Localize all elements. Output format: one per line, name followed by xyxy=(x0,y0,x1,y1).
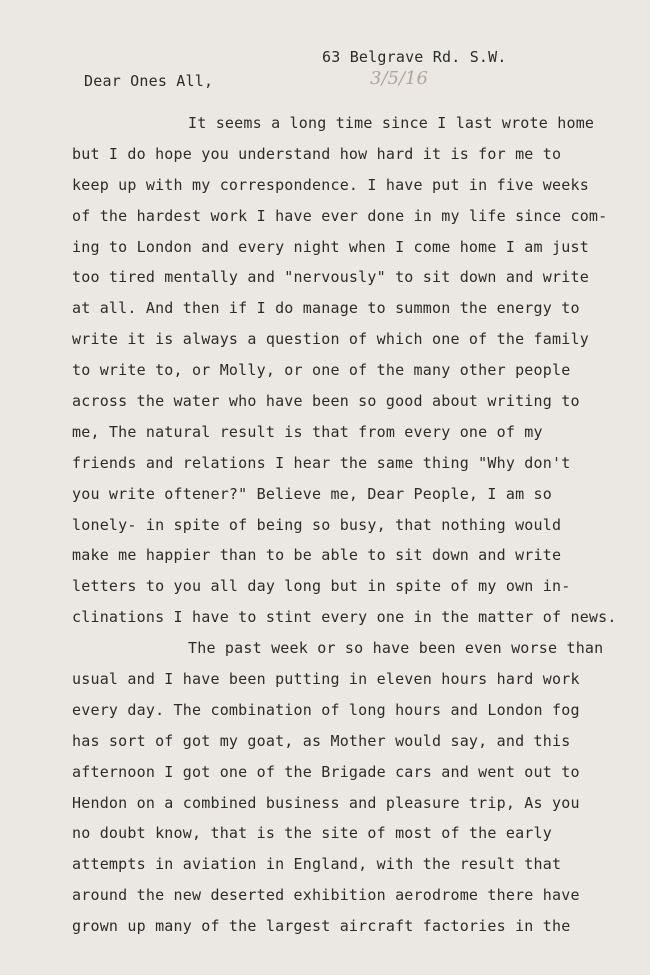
body-line: The past week or so have been even worse than xyxy=(188,639,604,658)
body-line: afternoon I got one of the Brigade cars and went out to xyxy=(72,762,580,781)
body-line: letters to you all day long but in spite of my own in- xyxy=(72,577,571,596)
body-line: attempts in aviation in England, with the result that xyxy=(72,855,562,874)
body-line: grown up many of the largest aircraft factories in the xyxy=(72,917,571,936)
body-line: usual and I have been putting in eleven hours hard work xyxy=(72,670,580,689)
body-line: every day. The combination of long hours and London fog xyxy=(72,700,580,719)
body-line: to write to, or Molly, or one of the many other people xyxy=(72,361,571,380)
body-line: but I do hope you understand how hard it is for me to xyxy=(72,144,562,163)
body-line: friends and relations I hear the same thing "Why don't xyxy=(72,453,571,472)
handwritten-date: 3/5/16 xyxy=(370,68,428,89)
body-line: has sort of got my goat, as Mother would say, and this xyxy=(72,731,571,750)
body-line: keep up with my correspondence. I have put in five weeks xyxy=(72,175,589,194)
body-line: Hendon on a combined business and pleasure trip, As you xyxy=(72,793,580,812)
body-line: make me happier than to be able to sit down and write xyxy=(72,546,562,565)
body-line: clinations I have to stint every one in the matter of news. xyxy=(72,608,617,627)
body-line: ing to London and every night when I come home I am just xyxy=(72,237,589,256)
body-line: me, The natural result is that from every one of my xyxy=(72,422,543,441)
body-line: too tired mentally and "nervously" to sit down and write xyxy=(72,268,589,287)
body-line: across the water who have been so good about writing to xyxy=(72,392,580,411)
salutation: Dear Ones All, xyxy=(84,72,214,90)
body-line: you write oftener?" Believe me, Dear People, I am so xyxy=(72,484,552,503)
body-line: at all. And then if I do manage to summon the energy to xyxy=(72,299,580,318)
body-line: no doubt know, that is the site of most of the early xyxy=(72,824,552,843)
body-line: lonely- in spite of being so busy, that nothing would xyxy=(72,515,562,534)
sender-address: 63 Belgrave Rd. S.W. xyxy=(322,48,507,66)
body-line: around the new deserted exhibition aerodrome there have xyxy=(72,886,580,905)
body-line: It seems a long time since I last wrote home xyxy=(188,114,595,132)
body-line: write it is always a question of which one of the family xyxy=(72,330,589,349)
letter-body xyxy=(72,108,632,942)
body-line: of the hardest work I have ever done in my life since com- xyxy=(72,206,608,225)
